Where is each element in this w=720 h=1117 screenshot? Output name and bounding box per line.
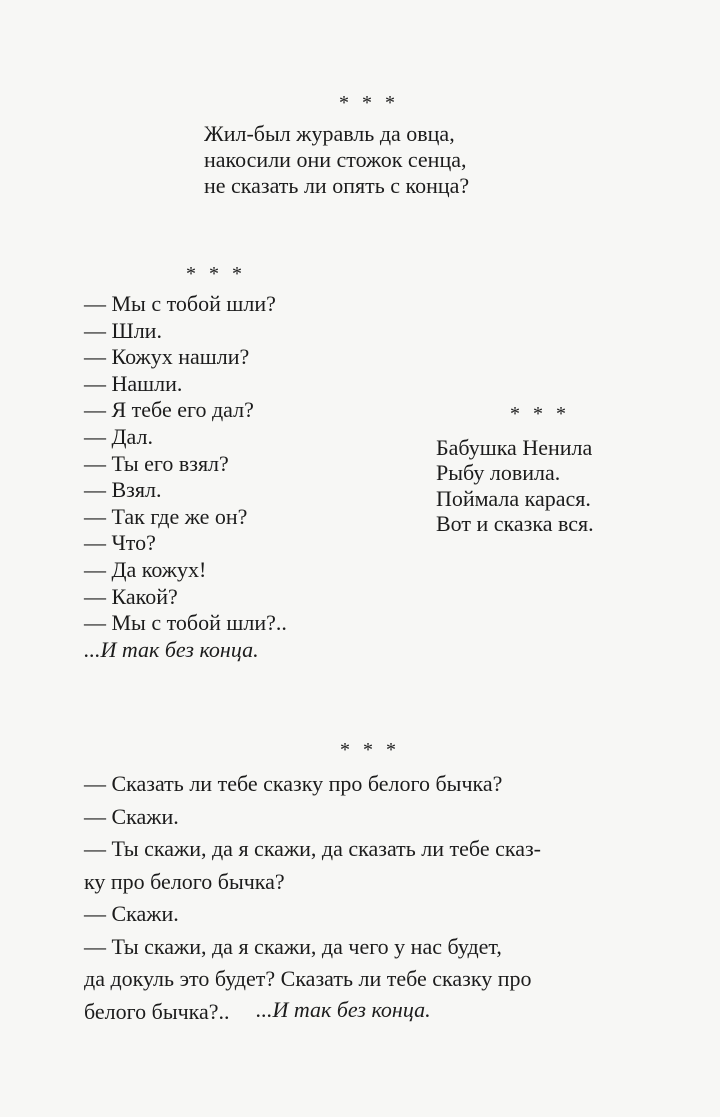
bychok-line: — Сказать ли тебе сказку про белого бычка? (84, 771, 503, 796)
dialogue-line: — Что? (84, 530, 156, 556)
dialogue-line: — Мы с тобой шли?.. (84, 610, 287, 636)
dialogue-line: — Дал. (84, 423, 153, 449)
babushka-line: Вот и сказка вся. (436, 510, 594, 536)
poem1-line: не сказать ли опять с конца? (204, 173, 470, 198)
dialogue-line: — Так где же он? (84, 503, 248, 529)
poem1-stars: * * * (339, 92, 399, 114)
babushka-line: Поймала карася. (436, 485, 591, 511)
bychok-stars: * * * (340, 739, 400, 761)
babushka-line: Бабушка Ненила (436, 435, 593, 460)
babushka-stars: * * * (510, 403, 570, 425)
bychok-line: — Скажи. (84, 901, 179, 926)
babushka-line: Рыбу ловила. (436, 460, 561, 486)
bychok-line: — Ты скажи, да я скажи, да чего у нас будет, (84, 933, 502, 959)
dialogue-stars: * * * (186, 263, 246, 285)
bychok-line: — Ты скажи, да я скажи, да сказать ли тебе сказ- (84, 836, 541, 861)
dialogue-line: — Нашли. (84, 370, 183, 396)
bychok-ending: ...И так без конца. (256, 997, 431, 1022)
dialogue-line: — Взял. (84, 477, 162, 503)
dialogue-line: — Какой? (84, 583, 178, 609)
dialogue-line: — Мы с тобой шли? (84, 291, 276, 316)
dialogue-line: — Я тебе его дал? (84, 397, 254, 423)
bychok-text (84, 768, 541, 1028)
bychok-line: да докуль это будет? Сказать ли тебе сказку про (84, 966, 532, 991)
poem1-line: накосили они стожок сенца, (204, 147, 467, 172)
poem1-text (204, 121, 469, 199)
bychok-line: белого бычка?.. (84, 998, 230, 1024)
dialogue-ending: ...И так без конца. (84, 636, 259, 662)
dialogue-line: — Да кожух! (84, 556, 207, 582)
bychok-line: — Скажи. (84, 803, 179, 829)
dialogue-line: — Ты его взял? (84, 450, 229, 476)
dialogue-line: — Кожух нашли? (84, 344, 250, 370)
poem1-line: Жил-был журавль да овца, (204, 121, 455, 146)
dialogue-text (84, 291, 287, 663)
babushka-text (436, 435, 594, 536)
dialogue-line: — Шли. (84, 317, 162, 343)
bychok-line: ку про белого бычка? (84, 868, 285, 894)
